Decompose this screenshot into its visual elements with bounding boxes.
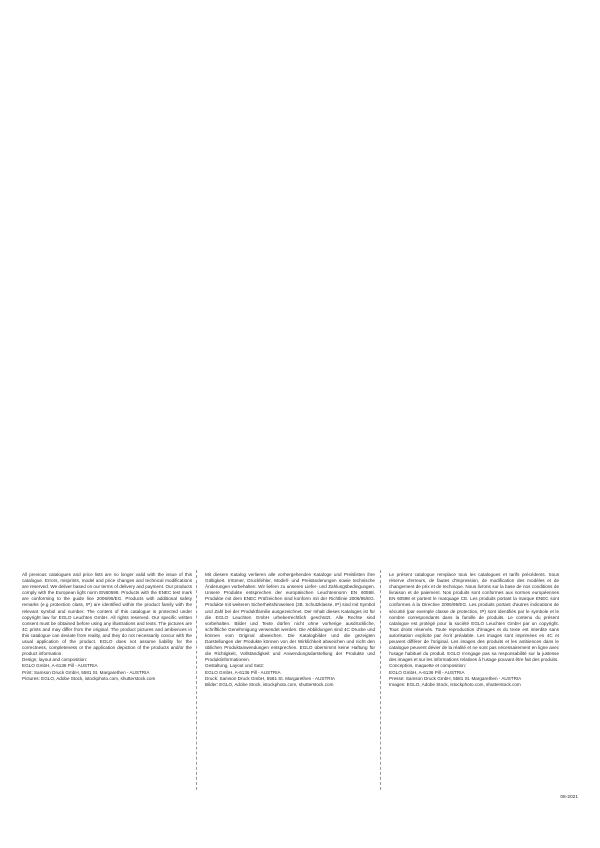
german-design-heading: Gestaltung, Layout und Satz:: [205, 663, 265, 669]
english-design-heading: Design, layout and composition:: [22, 657, 88, 663]
english-design-company: EGLO GmbH, A-6136 Pill - AUSTRIA: [22, 663, 98, 669]
column-divider: [380, 570, 381, 790]
german-print-credit: Druck: Samson Druck GmbH, 5581 St. Margarethen - AUSTRIA: [205, 675, 335, 681]
german-design-company: EGLO GmbH, A-6136 Pill - AUSTRIA: [205, 669, 281, 675]
edition-date: 08-2021: [560, 795, 578, 800]
english-pictures-credit: Pictures: EGLO, Adobe Stock, istockphoto.com, shutterstock.com: [22, 675, 156, 681]
english-legal-text: All previous catalogues and price lists are no longer valid with the issue of this catalogue. Errors, misprints, model and price changes and technical modifications are reserved. We deliver based on our terms of delivery and payment. Our products comply with the European light norm EN60598. Products with the ENEC test mark are conforming to the guide line 2006/95/EG. Products with additional safety remarks (e.g protection class, IP) are identified within the product family with the relevant symbol and number. The content of this catalogue is protected under copyright law for EGLO Leuchten GmbH. All rights reserved. Our specific written consent must be obtained before using any illustrations and texts. The pictures are 4C prints and may differ from the original. The product pictures and ambiences in this catalogue can deviate from reality, and they do not necessarily concur with the usual application of the product. EGLO does not assume liability for the correctness, completeness or the application depiction of the products and/or the product information.: [22, 572, 192, 657]
french-design-company: EGLO GmbH, A-6136 Pill - AUSTRIA: [389, 669, 465, 675]
french-legal-text: Le présent catalogue remplace tous les catalogues et tarifs précédents. Sous réserve d'erreurs, de fautes d'impression, de modification des modèles et de changement de prix et de technique. Nous livrons sur la base de nos conditions de livraison et de paiement. Nos produits sont conformes aux normes européennes EN 60598 et portent le marquage CE. Les produits portant la marque ENEC sont conformes à la Directive 2006/95/EG. Les produits portant d'autres indications de sécurité (par exemple classe de protection, IP) sont identifiés par le symbole et le nombre correspondants dans la famille de produits. Le contenu du présent catalogue est protégé pour la société EGLO Leuchten GmbH par un copyright. Tous droits réservés. Toute reproduction d'images et du texte est interdite sans autorisation explicite par écrit préalable. Les images sont imprimées en 4C et peuvent différer de l'original. Les images des produits et les ambiences dans le catalogue peuvent dévier de la réalité et ne sont pas nécessairement en ligne avec l'usage habituel du produit. EGLO n'engage pas sa responsabilité sur la justesse des images et sur les informations relatives à l'usage pouvant être fait des produits.: [389, 572, 559, 663]
german-legal-text: Mit diesem Katalog verlieren alle vorhergehenden Kataloge und Preislisten ihre Gültigkeit. Irrtümer, Druckfehler, Modell- und Preisänderungen sowie technische Änderungen vorbehalten. Wir liefern zu unseren Liefer- und Zahlungsbedingungen. Unsere Produkte entsprechen der europäischen Leuchtennorm EN 60598. Produkte mit dem ENEC Prüfzeichen sind konform mit der Richtlinie 2006/95/EG. Produkte mit weiteren Sicherheitshinweisen (zB. Schutzklasse, IP) sind mit Symbol und Zahl bei der Produktfamilie ausgezeichnet. Der Inhalt dieses Kataloges ist für die EGLO Leuchten GmbH urheberrechtlich geschützt. Alle Rechte sind vorbehalten. Bilder und Texte dürfen nicht ohne vorherige ausdrückliche, schriftliche Genehmigung verwendet werden. Die Abbildungen sind 4C Drucke und können vom Original abweichen. Die Katalogbilder und die gezeigten Darstellungen der Produkte können von der Wirklichkeit abweichen und nicht den üblichen Produktanwendungen entsprechen. EGLO übernimmt keine Haftung für die Richtigkeit, Vollständigkeit und Anwendungsdarstellung der Produkte und Produktinformationen.: [205, 572, 375, 663]
french-pictures-credit: Images: EGLO, Adobe Stock, istockphoto.com, shutterstock.com: [389, 681, 521, 687]
english-imprint-column: [22, 572, 192, 682]
french-design-heading: Conception, maquette et composition:: [389, 663, 467, 669]
column-divider: [196, 570, 197, 790]
german-imprint-column: [205, 572, 375, 688]
french-imprint-column: [389, 572, 559, 688]
german-pictures-credit: Bilder: EGLO, Adobe Stock, istockphoto.com, shutterstock.com: [205, 681, 334, 687]
french-print-credit: Presse: Samson Druck GmbH, 5581 St. Margarethen - AUSTRIA: [389, 675, 522, 681]
english-print-credit: Print: Samson Druck GmbH, 5581 St. Margarethen - AUSTRIA: [22, 669, 150, 675]
